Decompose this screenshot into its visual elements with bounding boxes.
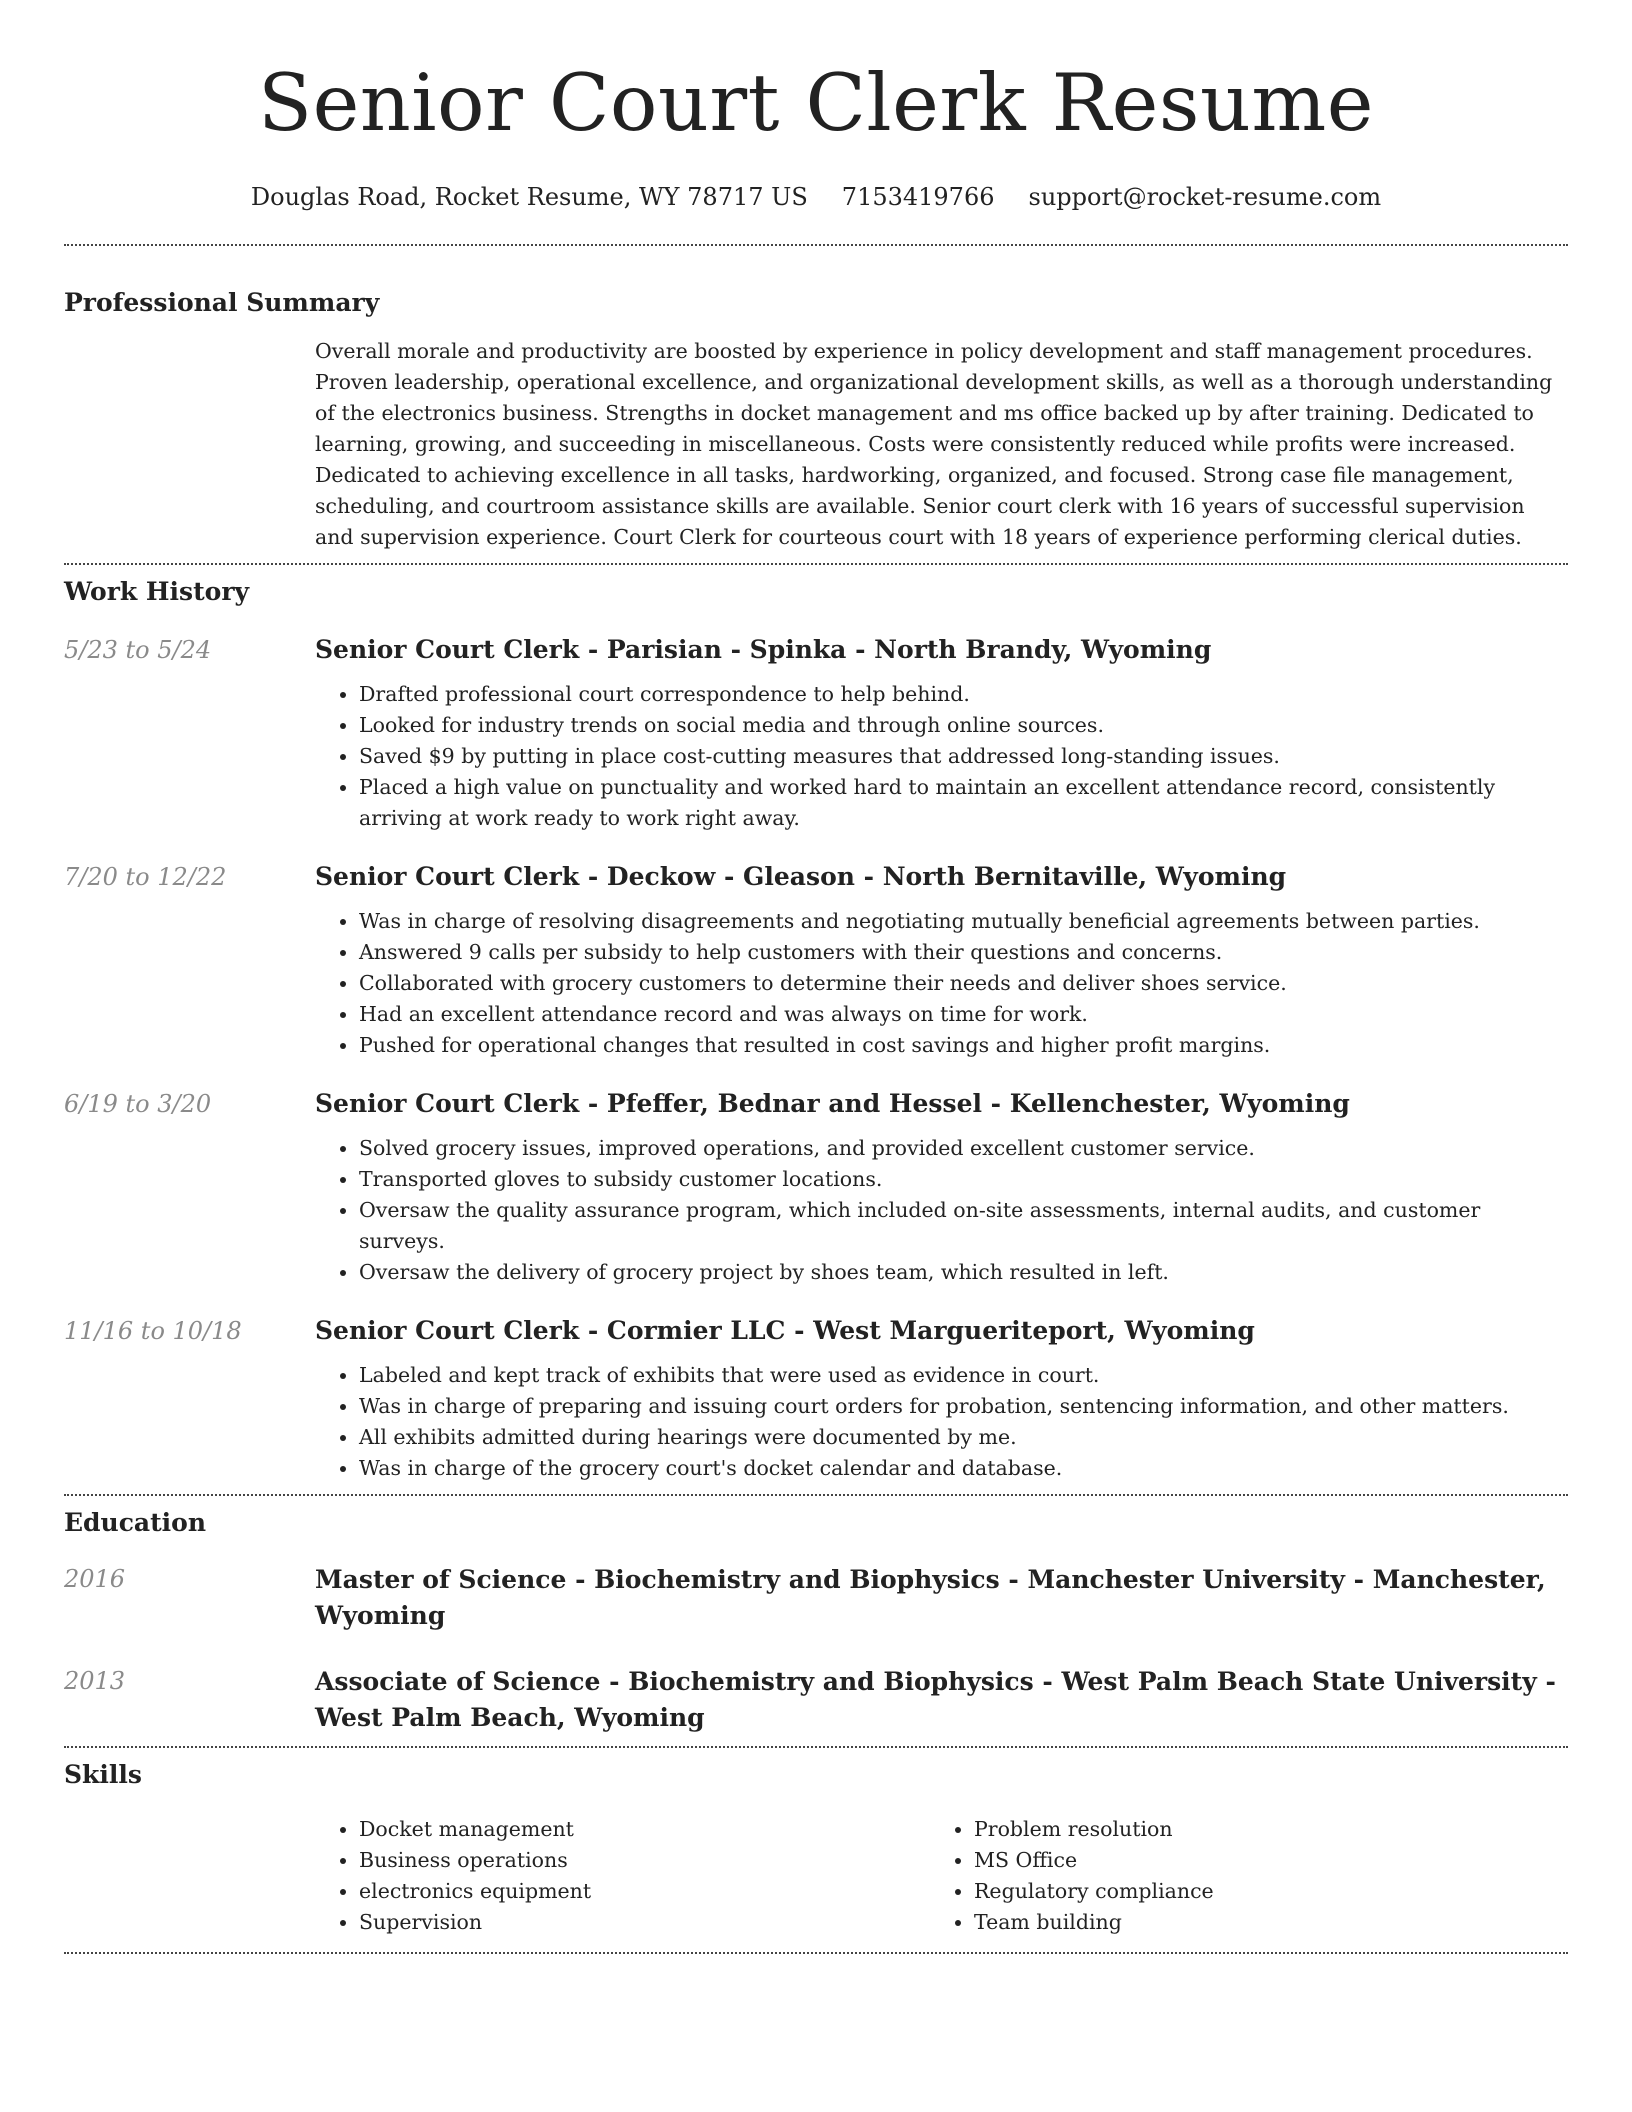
skills-column-2 — [930, 1814, 1545, 1938]
job-bullets — [315, 906, 1568, 1061]
list-item: • Pushed for operational changes that resulted in cost savings and higher profit margins. — [359, 1030, 1568, 1061]
summary-text: Overall morale and productivity are boosted by experience in policy development and staff management procedures. Proven leadership, operational excellence, and organizational development skills, as well as a thorough understanding of the electronics business. Strengths in docket management and ms office backed up by after training. Dedicated to learning, growing, and succeeding in miscellaneous. Costs were consistently reduced while profits were increased. Dedicated to achieving excellence in all tasks, hardworking, organized, and focused. Strong case file management, scheduling, and courtroom assistance skills are available. Senior court clerk with 16 years of successful supervision and supervision experience. Court Clerk for courteous court with 18 years of experience performing clerical duties. — [315, 339, 1553, 549]
education-entry — [64, 1562, 1568, 1634]
list-item: • All exhibits admitted during hearings were documented by me. — [359, 1422, 1568, 1453]
job-entry — [64, 860, 1568, 1061]
skill-item: • Supervision — [359, 1907, 930, 1938]
job-title: Senior Court Clerk - Pfeffer, Bednar and Hessel - Kellenchester, Wyoming — [315, 1089, 1350, 1118]
list-item: • Oversaw the delivery of grocery project by shoes team, which resulted in left. — [359, 1257, 1568, 1288]
education-year: 2013 — [64, 1667, 126, 1695]
education-title: Associate of Science - Biochemistry and Biophysics - West Palm Beach State University - West Palm Beach, Wyoming — [315, 1667, 1556, 1732]
list-item: • Labeled and kept track of exhibits that were used as evidence in court. — [359, 1360, 1568, 1391]
job-bullets — [315, 1133, 1568, 1288]
education-year: 2016 — [64, 1565, 126, 1593]
summary-section — [64, 246, 1568, 553]
list-item: • Was in charge of resolving disagreements and negotiating mutually beneficial agreements between parties. — [359, 906, 1568, 937]
contact-phone: 7153419766 — [841, 183, 995, 211]
skill-item: • Problem resolution — [974, 1814, 1545, 1845]
list-item: • Had an excellent attendance record and was always on time for work. — [359, 999, 1568, 1030]
job-dates: 5/23 to 5/24 — [64, 636, 212, 664]
education-title: Master of Science - Biochemistry and Biophysics - Manchester University - Manchester, Wyoming — [315, 1565, 1546, 1630]
job-dates: 11/16 to 10/18 — [64, 1317, 242, 1345]
skill-item: • Docket management — [359, 1814, 930, 1845]
skills-column-1 — [315, 1814, 930, 1938]
job-bullets — [315, 679, 1568, 834]
skill-item: • electronics equipment — [359, 1876, 930, 1907]
education-section — [64, 1496, 1568, 1736]
list-item: • Answered 9 calls per subsidy to help customers with their questions and concerns. — [359, 937, 1568, 968]
job-bullets — [315, 1360, 1568, 1484]
education-entry — [64, 1664, 1568, 1736]
section-heading: Skills — [64, 1760, 142, 1789]
skill-item: • Business operations — [359, 1845, 930, 1876]
job-dates: 7/20 to 12/22 — [64, 863, 227, 891]
skill-item: • Team building — [974, 1907, 1545, 1938]
skills-section — [64, 1748, 1568, 1938]
section-heading: Work History — [64, 577, 250, 606]
list-item: • Saved $9 by putting in place cost-cutting measures that addressed long-standing issues. — [359, 741, 1568, 772]
contact-address: Douglas Road, Rocket Resume, WY 78717 US — [250, 183, 808, 211]
skill-item: • MS Office — [974, 1845, 1545, 1876]
list-item: • Oversaw the quality assurance program, which included on-site assessments, internal audits, and customer surveys. — [359, 1195, 1568, 1257]
list-item: • Placed a high value on punctuality and worked hard to maintain an excellent attendance record, consistently arriving at work ready to work right away. — [359, 772, 1568, 834]
list-item: • Collaborated with grocery customers to determine their needs and deliver shoes service. — [359, 968, 1568, 999]
list-item: • Looked for industry trends on social media and through online sources. — [359, 710, 1568, 741]
list-item: • Drafted professional court correspondence to help behind. — [359, 679, 1568, 710]
work-history-section — [64, 565, 1568, 1484]
skill-item: • Regulatory compliance — [974, 1876, 1545, 1907]
skills-grid — [315, 1814, 1568, 1938]
list-item: • Was in charge of preparing and issuing court orders for probation, sentencing information, and other matters. — [359, 1391, 1568, 1422]
list-item: • Transported gloves to subsidy customer locations. — [359, 1164, 1568, 1195]
section-heading: Professional Summary — [64, 288, 380, 317]
contact-email: support@rocket-resume.com — [1028, 183, 1382, 211]
divider — [64, 1952, 1568, 1954]
job-title: Senior Court Clerk - Parisian - Spinka - North Brandy, Wyoming — [315, 635, 1212, 664]
list-item: • Solved grocery issues, improved operations, and provided excellent customer service. — [359, 1133, 1568, 1164]
job-entry — [64, 633, 1568, 834]
job-entry — [64, 1087, 1568, 1288]
resume-title: Senior Court Clerk Resume — [258, 57, 1374, 149]
job-title: Senior Court Clerk - Deckow - Gleason - North Bernitaville, Wyoming — [315, 862, 1287, 891]
job-entry — [64, 1314, 1568, 1484]
section-heading: Education — [64, 1508, 207, 1537]
job-dates: 6/19 to 3/20 — [64, 1090, 212, 1118]
list-item: • Was in charge of the grocery court's docket calendar and database. — [359, 1453, 1568, 1484]
contact-line — [64, 180, 1568, 214]
job-title: Senior Court Clerk - Cormier LLC - West Margueriteport, Wyoming — [315, 1316, 1255, 1345]
